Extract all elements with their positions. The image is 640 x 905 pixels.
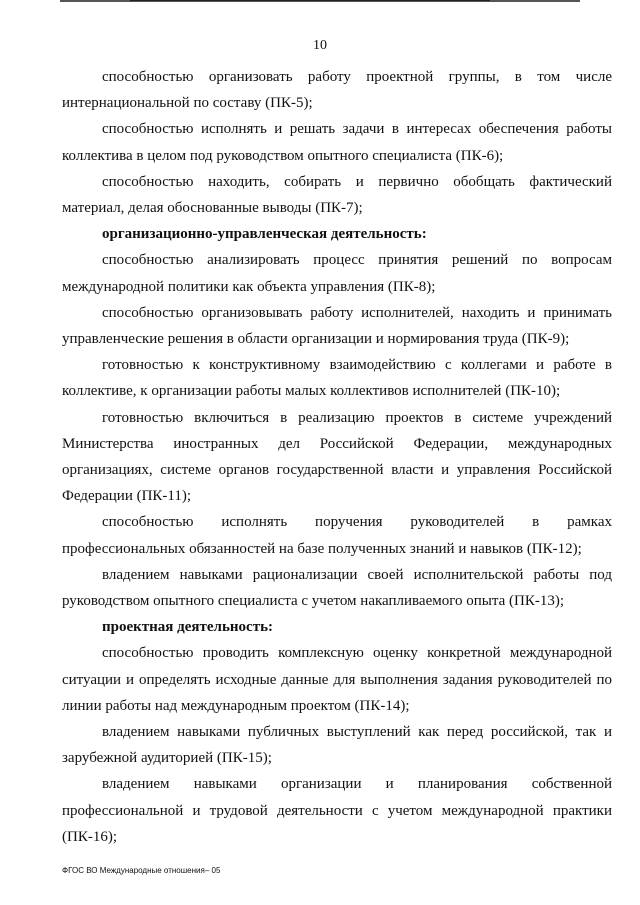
- document-footer: ФГОС ВО Международные отношения– 05: [62, 866, 221, 875]
- paragraph-pk-8: способностью анализировать процесс принятия решений по вопросам международной политики как объекта управления (ПК-8);: [62, 252, 612, 295]
- paragraph-pk-13: владением навыками рационализации своей исполнительской работы под руководством опытного специалиста с учетом накапливаемого опыта (ПК-13);: [62, 566, 612, 610]
- document-body: [62, 64, 612, 850]
- paragraph-pk-6: способностью исполнять и решать задачи в интересах обеспечения работы коллектива в целом под руководством опытного специалиста (ПК-6);: [62, 121, 612, 164]
- page-number: 10: [313, 38, 327, 53]
- paragraph-pk-14: способностью проводить комплексную оценку конкретной международной ситуации и определять исходные данные для выполнения задания руководителей по линии работы над международным проектом (ПК-14);: [62, 645, 612, 714]
- paragraph-pk-10: готовностью к конструктивному взаимодействию с коллегами и работе в коллективе, к организации работы малых коллективов исполнителей (ПК-10);: [62, 357, 612, 400]
- paragraph-pk-9: способностью организовывать работу исполнителей, находить и принимать управленческие решения в области организации и нормирования труда (ПК-9);: [62, 304, 612, 348]
- paragraph-pk-15: владением навыками публичных выступлений как перед российской, так и зарубежной аудиторией (ПК-15);: [62, 724, 612, 767]
- paragraph-pk-16: владением навыками организации и планирования собственной профессиональной и трудовой деятельности с учетом международной практики (ПК-16);: [62, 776, 612, 845]
- scan-edge-line-inner: [130, 0, 490, 1]
- section-heading-project: проектная деятельность:: [102, 619, 273, 636]
- paragraph-pk-11: готовностью включиться в реализацию проектов в системе учреждений Министерства иностранных дел Российской Федерации, международных организациях, системе органов государственной власти и управления Российской Федерации (ПК-11);: [62, 409, 612, 505]
- paragraph-pk-12: способностью исполнять поручения руководителей в рамках профессиональных обязанностей на базе полученных знаний и навыков (ПК-12);: [62, 514, 612, 557]
- section-heading-management: организационно-управленческая деятельность:: [102, 226, 427, 243]
- paragraph-pk-5: способностью организовать работу проектной группы, в том числе интернациональной по составу (ПК-5);: [62, 69, 612, 112]
- paragraph-pk-7: способностью находить, собирать и первично обобщать фактический материал, делая обоснованные выводы (ПК-7);: [62, 173, 612, 217]
